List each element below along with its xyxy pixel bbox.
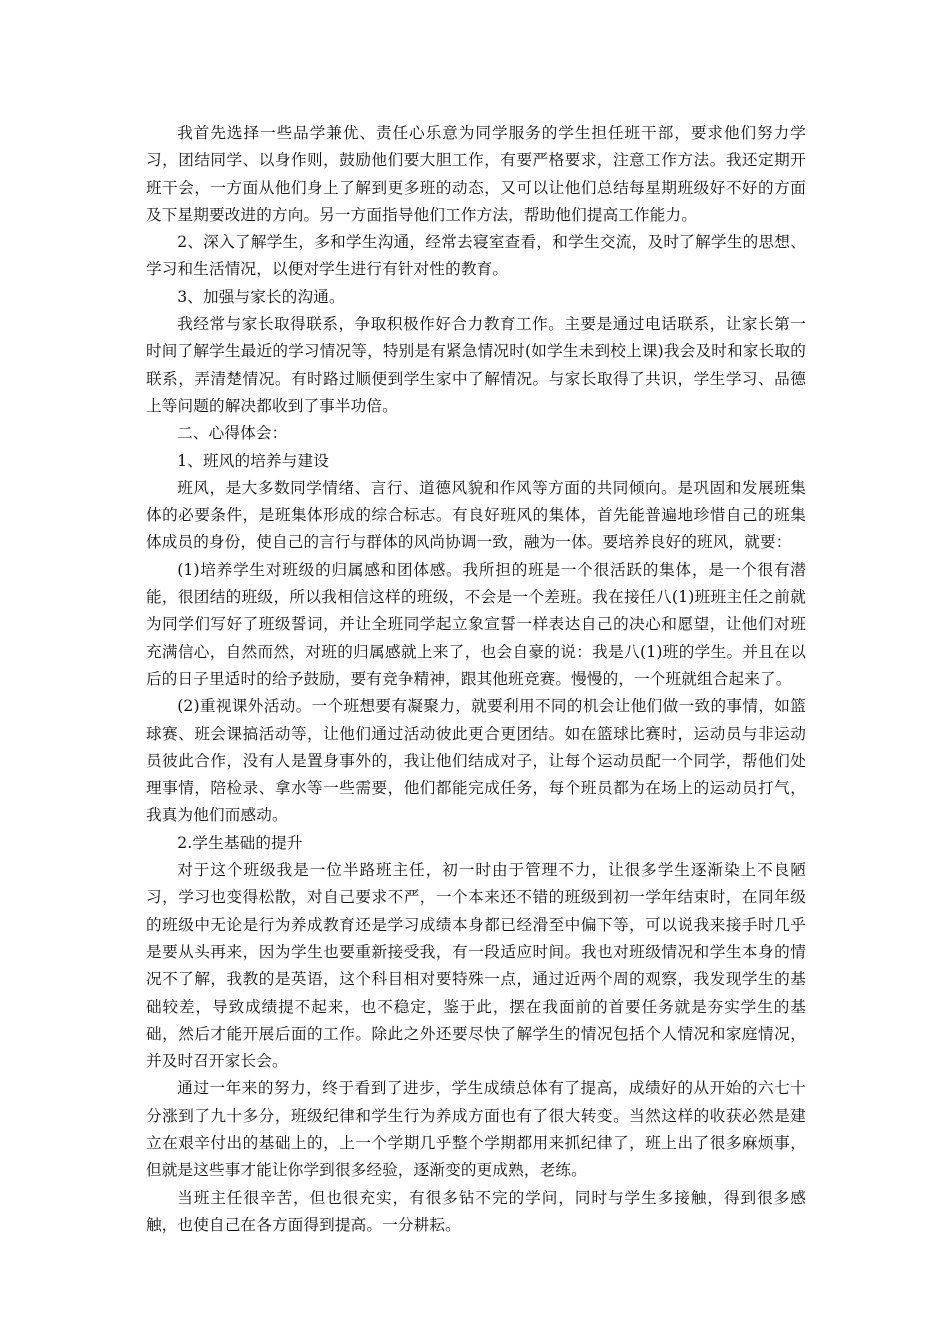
paragraph-understand-students: 2、深入了解学生，多和学生沟通，经常去寝室查看，和学生交流，及时了解学生的思想、学习和生活情况，以便对学生进行有针对性的教育。 [146, 233, 806, 279]
section-heading-experience: 二、心得体会： [177, 424, 288, 443]
paragraph-class-spirit: 班风，是大多数同学情绪、言行、道德风貌和作风等方面的共同倾向。是巩固和发展班集体的必要条件，是班集体形成的综合标志。有良好班风的集体，首先能普遍地珍惜自己的班集体成员的身份，使自己的言行与群体的风尚协调一致，融为一体。要培养良好的班风，就要： [146, 478, 806, 552]
paragraph-belonging: (1)培养学生对班级的归属感和团体感。我所担的班是一个很活跃的集体，是一个很有潜能，很团结的班级，所以我相信这样的班级，不会是一个差班。我在接任八(1)班班主任之前就为同学们写好了班级誓词，并让全班同学起立象宣誓一样表达自己的决心和愿望，让他们对班充满信心，自然而然，对班的归属感就上来了，也会自豪的说：我是八(1)班的学生。并且在以后的日子里适时的给予鼓励，要有竞争精神，跟其他班竞赛。慢慢的，一个班就组合起来了。 [146, 560, 806, 688]
subheading-student-foundation: 2.学生基础的提升 [177, 833, 303, 852]
paragraph-conclusion: 当班主任很辛苦，但也很充实，有很多钻不完的学问，同时与学生多接触，得到很多感触，也使自己在各方面得到提高。一分耕耘。 [146, 1188, 806, 1234]
paragraph-progress: 通过一年来的努力，终于看到了进步，学生成绩总体有了提高，成绩好的从开始的六七十分涨到了九十多分，班级纪律和学生行为养成方面也有了很大转变。当然这样的收获必然是建立在艰辛付出的基础上的，上一个学期几乎整个学期都用来抓纪律了，班上出了很多麻烦事，但就是这些事才能让你学到很多经验，逐渐变的更成熟，老练。 [146, 1079, 806, 1180]
subheading-class-spirit: 1、班风的培养与建设 [177, 451, 329, 470]
paragraph-class-officers: 我首先选择一些品学兼优、责任心乐意为同学服务的学生担任班干部，要求他们努力学习，团结同学、以身作则，鼓励他们要大胆工作，有要严格要求，注意工作方法。我还定期开班干会，一方面从他们身上了解到更多班的动态，又可以让他们总结每星期班级好不好的方面及下星期要改进的方向。另一方面指导他们工作方法，帮助他们提高工作能力。 [146, 124, 806, 224]
document-body [146, 120, 806, 1239]
paragraph-parent-communication: 我经常与家长取得联系，争取积极作好合力教育工作。主要是通过电话联系，让家长第一时间了解学生最近的学习情况等，特别是有紧急情况时(如学生未到校上课)我会及时和家长取的联系，弄清楚情况。有时路过顺便到学生家中了解情况。与家长取得了共识，学生学习、品德上等问题的解决都收到了事半功倍。 [146, 315, 806, 415]
paragraph-activities: (2)重视课外活动。一个班想要有凝聚力，就要利用不同的机会让他们做一致的事情，如篮球赛、班会课搞活动等，让他们通过活动彼此更合更团结。如在篮球比赛时，运动员与非运动员彼此合作，没有人是置身事外的，我让他们结成对子，让每个运动员配一个同学，帮他们处理事情，陪检录、拿水等一些需要，他们都能完成任务，每个班员都为在场上的运动员打气，我真为他们而感动。 [146, 697, 806, 825]
paragraph-student-foundation: 对于这个班级我是一位半路班主任，初一时由于管理不力，让很多学生逐渐染上不良陋习，学习也变得松散，对自己要求不严，一个本来还不错的班级到初一学年结束时，在同年级的班级中无论是行为养成教育还是学习成绩本身都已经滑至中偏下等，可以说我来接手时几乎是要从头再来，因为学生也要重新接受我，有一段适应时间。我也对班级情况和学生本身的情况不了解，我教的是英语，这个科目相对要特殊一点，通过近两个周的观察，我发现学生的基础较差，导致成绩提不起来，也不稳定，鉴于此，摆在我面前的首要任务就是夯实学生的基础，然后才能开展后面的工作。除此之外还要尽快了解学生的情况包括个人情况和家庭情况，并及时召开家长会。 [146, 861, 806, 1071]
paragraph-parent-communication-heading: 3、加强与家长的沟通。 [177, 287, 345, 306]
